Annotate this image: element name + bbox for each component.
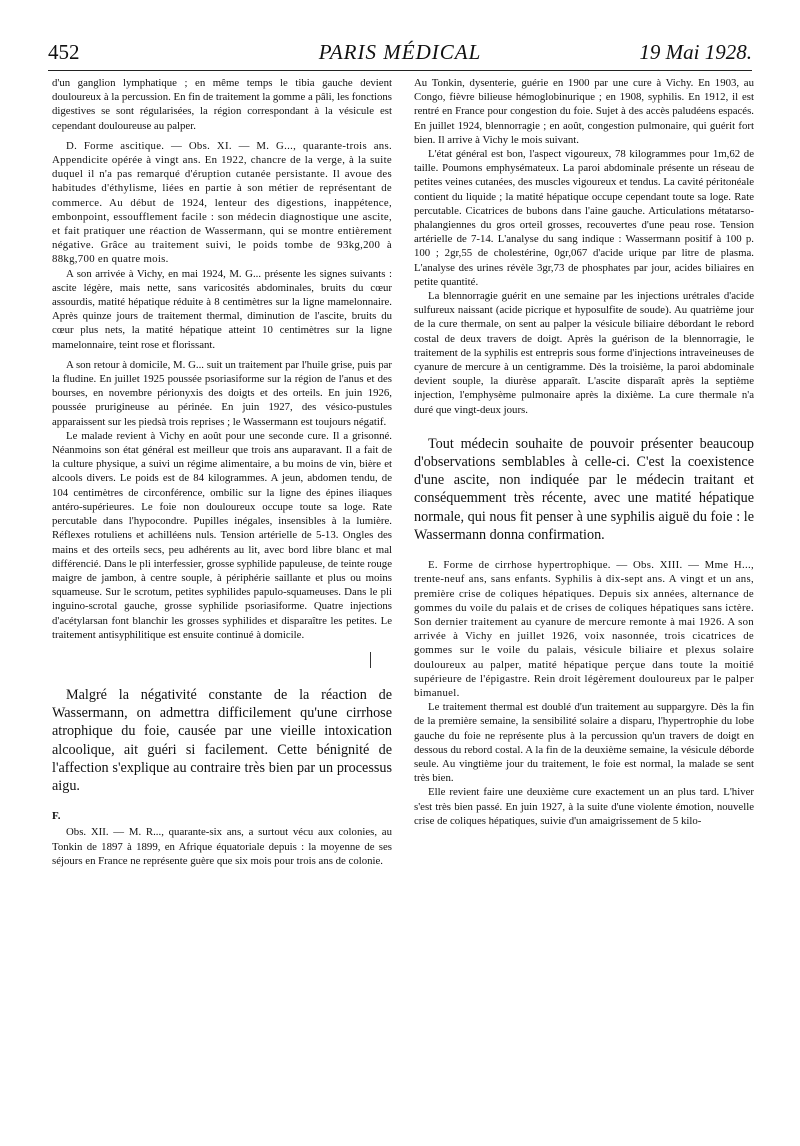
- paragraph: La blennorragie guérit en une semaine par les injections urétrales d'acide sulfureux naissant (acide picrique et hyposulfite de soude). Au quatrième jour de la cure thermale, on sent au palper la vésicule biliaire débordant le rebord costal de deux travers de doigt. Après la guérison de la blennorragie, le traitement de la syphilis est entrepris sous forme d'injections intraveineuses de cyanure de mercure à un centigramme. Dès la troisième, la paroi abdominale devient souple, la diurèse apparaît. L'ascite disparaît après la septième injection, l'emphysème pulmonaire après la dixième. La cure thermale n'a duré que vingt-deux jours.: [414, 290, 754, 416]
- paragraph: A son arrivée à Vichy, en mai 1924, M. G... présente les signes suivants : ascite légère, mais nette, sans varicosités abdominales, bruits du cœur assourdis, matité hépatique réduite à 8 centimètres sur la ligne mamelonnaire. Après quinze jours de traitement thermal, diminution de l'ascite, bruits du cœur plus nets, la matité hépatique atteint 10 centimètres sur la ligne mamelonnaire, teint rose et florissant.: [52, 267, 392, 351]
- page-number: 452: [48, 40, 80, 64]
- right-column: [414, 76, 754, 828]
- issue-date: 19 Mai 1928.: [639, 40, 752, 64]
- divider-mark: [370, 652, 371, 668]
- journal-title: PARIS MÉDICAL: [318, 40, 482, 64]
- header-rule: [48, 70, 752, 71]
- paragraph: d'un ganglion lymphatique ; en même temps le tibia gauche devient douloureux à la percussion. En fin de traitement la gomme a pâli, les fonctions digestives se sont régularisées, la région correspondant à la vésicule est cependant douloureuse au palper.: [52, 77, 392, 132]
- paragraph: A son retour à domicile, M. G... suit un traitement par l'huile grise, puis par la fludine. En juillet 1925 poussée psoriasiforme sur la région de l'anus et des bourses, en novembre périonyxis des doigts et des orteils. En juin 1926, poussée prurigineuse au périnée. En juin 1927, des vésico-pustules apparaissent sur les piedsà trois reprises ; le Wassermann est toujours négatif.: [52, 358, 392, 428]
- section-mark: F.: [52, 810, 61, 823]
- section-d-observation-xi: D. Forme ascitique. — Obs. XI. — M. G..., quarante-trois ans. Appendicite opérée à vingt ans. En 1922, chancre de la verge, à la suite duquel il n'a pas remarqué d'éruption cutanée persistante. Il avoue des habitudes d'éthylisme, liées en partie à son métier de représentant de commerce. Au début de 1924, lenteur des digestions, inappétence, embonpoint, essoufflement facile : son médecin diagnostique une ascite, et fait pratiquer une réaction de Wassermann, qui se montre entièrement négative. Grâce au traitement suivi, le poids tombe de 93kg,200 à 88kg,700 en quatre mois.: [52, 139, 392, 266]
- commentary-paragraph: Malgré la négativité constante de la réaction de Wassermann, on admettra difficilement qu'une cirrhose atrophique du foie, causée par une vieille intoxication alcoolique, ait guéri si facilement. Cette bénignité de l'affection s'explique au contraire très bien par un processus aigu.: [52, 686, 392, 794]
- observation-xii: Obs. XII. — M. R..., quarante-six ans, a surtout vécu aux colonies, au Tonkin de 1897 à 1899, en Afrique équatoriale depuis : la moyenne de ses séjours en France ne représente guère que six mois pour trois ans de colonie.: [52, 826, 392, 867]
- paragraph: Au Tonkin, dysenterie, guérie en 1900 par une cure à Vichy. En 1903, au Congo, fièvre bilieuse hémoglobinurique ; en 1908, syphilis. En 1912, il est rentré en France pour congestion du foie. Sujet à des accès paludéens espacés. En juillet 1924, blennorragie ; en août, congestion pulmonaire, qui guérit fort bien. Il arrive à Vichy le mois suivant.: [414, 77, 754, 146]
- paragraph: Le traitement thermal est doublé d'un traitement au suppargyre. Dès la fin de la première semaine, la sensibilité solaire a disparu, l'hypertrophie du lobe gauche du foie ne représente plus à la percussion qu'un travers de doigt en dessous du rebord costal. A la fin de la deuxième semaine, la vésicule déborde seule. Au vingtième jour du traitement, le foie est normal, la malade se sent très bien.: [414, 701, 754, 785]
- paragraph: Elle revient faire une deuxième cure exactement un an plus tard. L'hiver s'est très bien passé. En juin 1927, à la suite d'une violente émotion, nouvelle crise de coliques hépatiques, suivie d'un amaigrissement de 5 kilo-: [414, 786, 754, 827]
- paragraph: Le malade revient à Vichy en août pour une seconde cure. Il a grisonné. Néanmoins son état général est meilleur que trois ans auparavant. Il a fait de la culture physique, a suivi un régime alimentaire, a bu moins de vin, bière et alcools divers. Le poids est de 84 kilogrammes. A jeun, abdomen tendu, de 104 centimètres de circonférence, ombilic sur la ligne des épines iliaques antéro-supérieures. Le foie non douloureux occupe toute sa loge. Rate percutable dans l'hypocondre. Pupilles inégales, insensibles à la lumière. Réflexes rotuliens et achilléens nuls. Tension artérielle de 5-13. Ongles des mains et des orteils secs, peu adhérents au lit, avec bord libre blanc et mal différencié. Dans le pli interfessier, grosse syphilide papuleuse, de teinte rouge maigre de jambon, à centre souple, à périphérie saillante et plus ou moins squameuse. Sur le scrotum, petites syphilides papulo-squameuses. Dans le pli inguino-scrotal gauche, grosse syphilide psoriasiforme. Quatre injections d'acétylarsan font blanchir les grosses syphilides et disparaître les petites. Le traitement antisyphilitique est ensuite continué à domicile.: [52, 429, 392, 641]
- section-e-observation-xiii: E. Forme de cirrhose hypertrophique. — Obs. XIII. — Mme H..., trente-neuf ans, sans enfants. Syphilis à dix-sept ans. A vingt et un ans, première crise de coliques hépatiques. Depuis six années, alternance de gommes du voile du palais et de crises de coliques hépatiques sans ictère. Son dernier traitement au cyanure de mercure remonte à mai 1926. A son arrivée à Vichy en juillet 1926, voix nasonnée, trois cicatrices de gommes sur le voile du palais, vésicule biliaire et plexus solaire douloureux au palper, matité hépatique perçue dans toute la moitié supérieure de l'épigastre. Rein droit légèrement douloureux par le palper bimanuel.: [414, 559, 754, 699]
- commentary-paragraph: Tout médecin souhaite de pouvoir présenter beaucoup d'observations semblables à celle-ci. C'est la coexistence d'une ascite, non indiquée par le médecin traitant et conséquemment très récente, avec une matité hépatique normale, qui nous fit penser à une syphilis aiguë du foie : le Wassermann donna confirmation.: [414, 435, 754, 543]
- paragraph: L'état général est bon, l'aspect vigoureux, 78 kilogrammes pour 1m,62 de taille. Poumons emphysémateux. La paroi abdominale présente un réseau de petites veines cutanées, des muscles vigoureux et tendus. La cavité péritonéale contient du liquide ; la matité hépatique occupe cependant toute sa loge. Rate percutable. Cicatrices de bubons dans l'aine gauche. Articulations métatarso-phalangiennes du gros orteil grosses, recouvertes d'une peau rose. Tension artérielle de 7-14. L'analyse du sang indique : Wassermann positif à 100 p. 100 ; 2gr,55 de cholestérine, 0gr,067 d'acide urique par litre de plasma. L'analyse des urines révèle 3gr,73 de phosphates par jour, acides biliaires en petite quantité.: [414, 148, 754, 288]
- left-column: [52, 76, 392, 868]
- running-header: [48, 40, 752, 66]
